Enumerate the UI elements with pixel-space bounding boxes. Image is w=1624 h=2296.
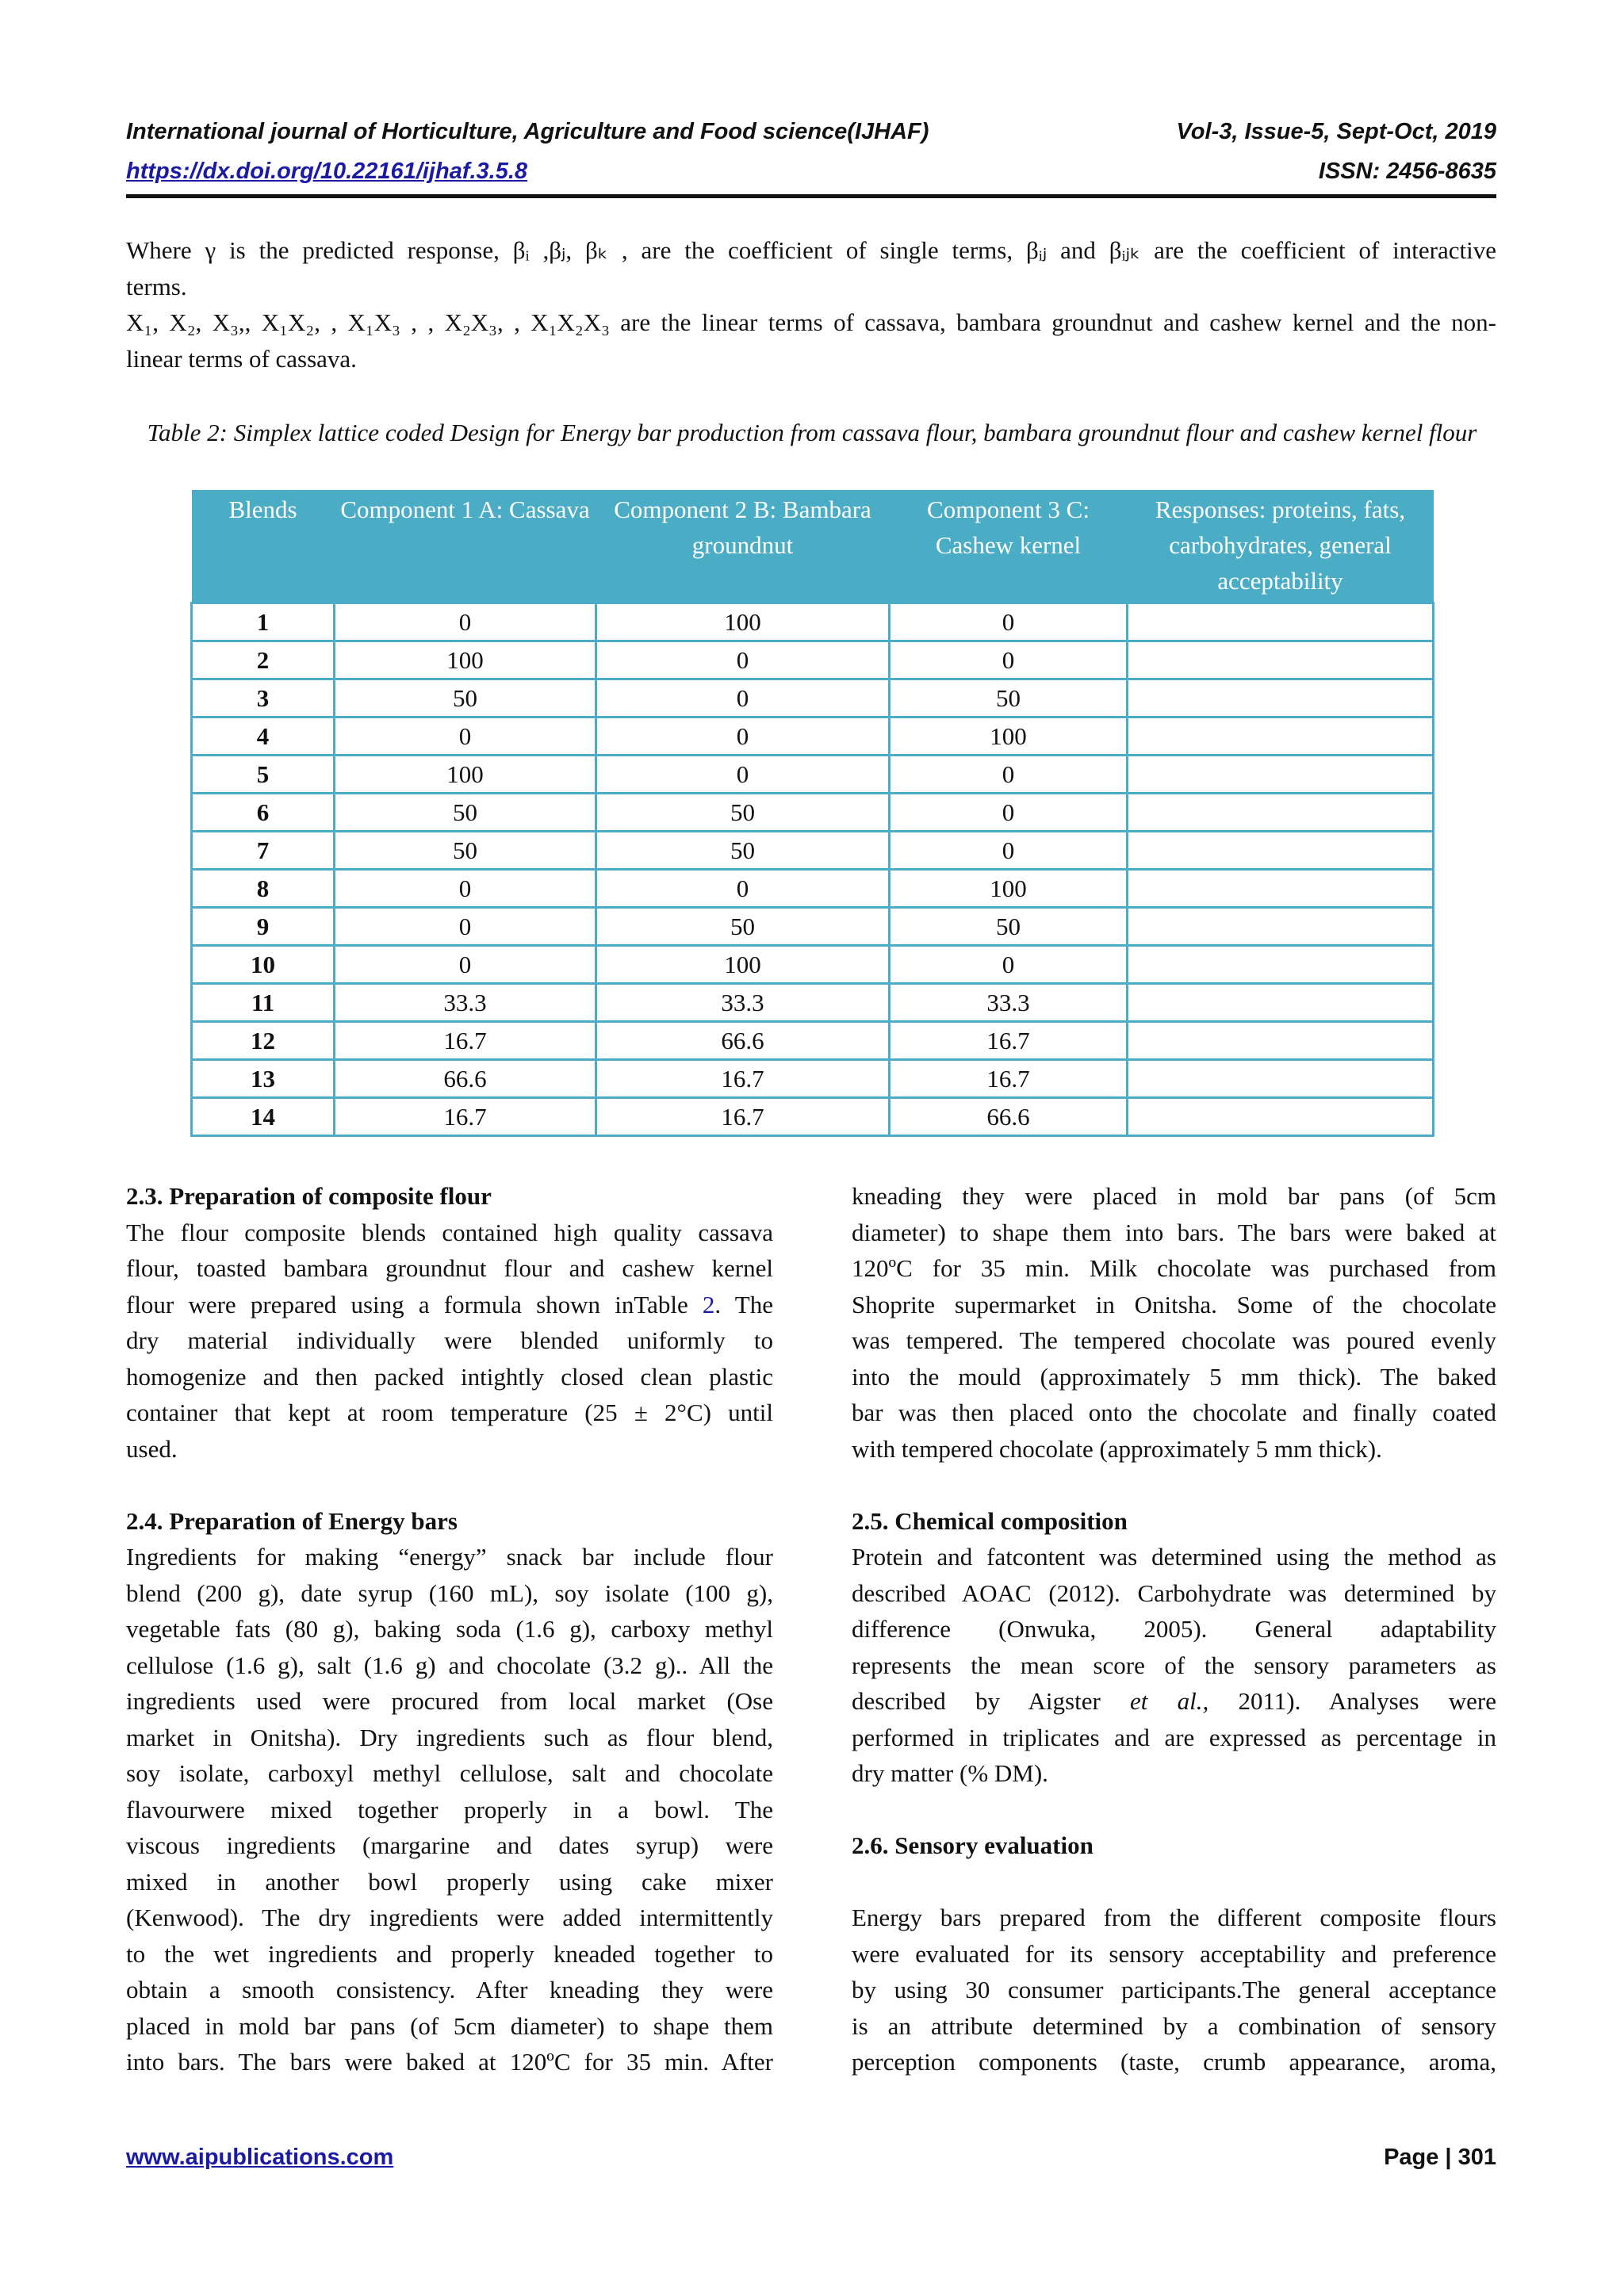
table-cell: 16.7	[335, 1098, 596, 1136]
table-row	[192, 984, 1434, 1022]
blend-number: 7	[192, 832, 335, 870]
text-line: with tempered chocolate (approximately 5 mm thick).	[852, 1434, 1382, 1463]
blend-number: 13	[192, 1060, 335, 1098]
text-line: to the wet ingredients and properly kneaded together to	[126, 1939, 773, 1968]
table-cell: 50	[335, 794, 596, 832]
blend-number: 10	[192, 946, 335, 984]
table-row	[192, 832, 1434, 870]
text-line: vegetable fats (80 g), baking soda (1.6 g), carboxy methyl	[126, 1615, 773, 1643]
table-cell: 33.3	[335, 984, 596, 1022]
text-line: X₁, X₂, X₃,, X₁X₂, , X₁X₃ , , X₂X₃, , X₁X₂X₃ are the linear terms of cassava, bambara groundnut and cashew kernel and the non-	[126, 308, 1496, 336]
text-line	[126, 1287, 773, 1323]
blend-number: 8	[192, 870, 335, 908]
text-line: into bars. The bars were baked at 120ºC for 35 min. After	[126, 2048, 773, 2076]
blend-number: 2	[192, 641, 335, 679]
table-row	[192, 870, 1434, 908]
text-line: flour, toasted bambara groundnut flour and cashew kernel	[126, 1254, 773, 1282]
table-cell: 0	[596, 718, 890, 756]
table-cell: 0	[335, 718, 596, 756]
text-line: dry matter (% DM).	[852, 1759, 1048, 1787]
text-line	[852, 1683, 1496, 1720]
left-column	[126, 1178, 773, 2080]
table-reference-link[interactable]: 2	[702, 1290, 715, 1318]
table-cell	[1128, 946, 1434, 984]
header-divider	[126, 194, 1496, 198]
issn: ISSN: 2456-8635	[1318, 159, 1496, 184]
table-cell: 50	[596, 908, 890, 946]
table-row	[192, 1022, 1434, 1060]
text-line: described AOAC (2012). Carbohydrate was determined by	[852, 1578, 1496, 1607]
paragraph-spacer	[852, 1864, 1496, 1900]
volume-info: Vol-3, Issue-5, Sept-Oct, 2019	[1176, 119, 1496, 144]
table-cell: 0	[335, 870, 596, 908]
table-row	[192, 718, 1434, 756]
paragraph-spacer	[126, 1467, 773, 1503]
table-cell: 0	[890, 603, 1128, 641]
table-cell: 100	[890, 870, 1128, 908]
table-cell: 0	[596, 641, 890, 679]
text-line: kneading they were placed in mold bar pans (of 5cm	[852, 1182, 1496, 1210]
table-cell: 100	[335, 756, 596, 794]
page-footer	[126, 2145, 1496, 2171]
text-line: market in Onitsha). Dry ingredients such as flour blend,	[126, 1723, 773, 1751]
table-cell: 66.6	[596, 1022, 890, 1060]
blend-design-table	[190, 490, 1434, 1137]
table-cell: 33.3	[890, 984, 1128, 1022]
column-header: Responses: proteins, fats, carbohydrates, general acceptability	[1128, 490, 1434, 603]
text-line: Ingredients for making “energy” snack bar include flour	[126, 1543, 773, 1571]
text-segment: . The	[714, 1290, 773, 1318]
table-cell: 0	[890, 641, 1128, 679]
table-cell	[1128, 908, 1434, 946]
text-segment: et al.,	[1130, 1687, 1209, 1715]
table-row	[192, 908, 1434, 946]
table-cell	[1128, 984, 1434, 1022]
text-line: is an attribute determined by a combination of sensory	[852, 2011, 1496, 2040]
text-line: obtain a smooth consistency. After kneading they were	[126, 1976, 773, 2003]
blend-number: 11	[192, 984, 335, 1022]
table-cell: 0	[890, 946, 1128, 984]
table-row	[192, 679, 1434, 718]
table-row	[192, 1098, 1434, 1136]
text-line: was tempered. The tempered chocolate was poured evenly	[852, 1326, 1496, 1354]
table-row	[192, 794, 1434, 832]
text-line: were evaluated for its sensory acceptability and preference	[852, 1939, 1496, 1968]
column-header: Component 3 C: Cashew kernel	[890, 490, 1128, 603]
text-line: into the mould (approximately 5 mm thick). The baked	[852, 1362, 1496, 1391]
text-line: (Kenwood). The dry ingredients were added intermittently	[126, 1904, 773, 1931]
table-cell: 100	[596, 603, 890, 641]
table-cell	[1128, 1098, 1434, 1136]
table-header-row	[192, 490, 1434, 603]
text-line: The flour composite blends contained high quality cassava	[126, 1218, 773, 1246]
table-row	[192, 1060, 1434, 1098]
blend-number: 14	[192, 1098, 335, 1136]
table-cell: 50	[596, 794, 890, 832]
text-line: performed in triplicates and are expressed as percentage in	[852, 1723, 1496, 1751]
table-cell: 33.3	[596, 984, 890, 1022]
table-cell: 100	[596, 946, 890, 984]
table-row	[192, 641, 1434, 679]
website-link[interactable]: www.aipublications.com	[126, 2145, 394, 2170]
table-row	[192, 756, 1434, 794]
text-line: represents the mean score of the sensory parameters as	[852, 1651, 1496, 1679]
table-cell: 50	[335, 679, 596, 718]
blend-number: 6	[192, 794, 335, 832]
text-line: 120ºC for 35 min. Milk chocolate was purchased from	[852, 1254, 1496, 1282]
text-line: dry material individually were blended uniformly to	[126, 1326, 773, 1354]
text-line: terms.	[126, 272, 187, 300]
text-line: perception components (taste, crumb appearance, aroma,	[852, 2048, 1496, 2076]
table-cell: 50	[890, 679, 1128, 718]
table-cell: 0	[596, 870, 890, 908]
table-cell: 50	[335, 832, 596, 870]
table-cell: 0	[890, 756, 1128, 794]
table-cell	[1128, 641, 1434, 679]
table-cell: 100	[335, 641, 596, 679]
table-cell: 0	[596, 679, 890, 718]
table-cell: 0	[596, 756, 890, 794]
paragraph-spacer	[852, 1792, 1496, 1828]
table-cell: 0	[890, 832, 1128, 870]
table-row	[192, 946, 1434, 984]
table-cell: 0	[335, 946, 596, 984]
text-line: homogenize and then packed intightly closed clean plastic	[126, 1362, 773, 1391]
table-cell: 0	[890, 794, 1128, 832]
table-cell	[1128, 794, 1434, 832]
text-line: Protein and fatcontent was determined using the method as	[852, 1543, 1496, 1571]
table-cell: 16.7	[890, 1060, 1128, 1098]
table-cell	[1128, 603, 1434, 641]
table-cell	[1128, 756, 1434, 794]
column-header: Component 1 A: Cassava	[335, 490, 596, 603]
section-heading: 2.3. Preparation of composite flour	[126, 1182, 492, 1210]
right-column	[852, 1178, 1496, 2080]
text-line: ingredients used were procured from local market (Ose	[126, 1687, 773, 1715]
column-header: Component 2 B: Bambara groundnut	[596, 490, 890, 603]
column-header: Blends	[192, 490, 335, 603]
blend-number: 5	[192, 756, 335, 794]
journal-header-line-1	[126, 116, 1496, 147]
blend-number: 4	[192, 718, 335, 756]
doi-link[interactable]: https://dx.doi.org/10.22161/ijhaf.3.5.8	[126, 159, 528, 184]
table-cell: 0	[335, 603, 596, 641]
text-line: soy isolate, carboxyl methyl cellulose, salt and chocolate	[126, 1759, 773, 1787]
table-cell: 50	[596, 832, 890, 870]
text-line: bar was then placed onto the chocolate and finally coated	[852, 1399, 1496, 1426]
table-cell	[1128, 679, 1434, 718]
text-line: cellulose (1.6 g), salt (1.6 g) and chocolate (3.2 g).. All the	[126, 1651, 773, 1679]
text-line: linear terms of cassava.	[126, 344, 357, 373]
text-line: Shoprite supermarket in Onitsha. Some of the chocolate	[852, 1290, 1496, 1318]
text-segment: flour were prepared using a formula shown inTable	[126, 1290, 703, 1318]
text-segment: described by Aigster	[852, 1687, 1131, 1715]
table-caption: Table 2: Simplex lattice coded Design for Energy bar production from cassava flour, bambara groundnut flour and cashew kernel flour	[147, 419, 1477, 446]
intro-text	[126, 232, 1496, 377]
text-line: Where γ is the predicted response, βᵢ ,βⱼ, βₖ , are the coefficient of single terms, βᵢⱼ and βᵢⱼₖ are the coefficient of interactive	[126, 236, 1496, 264]
blend-number: 1	[192, 603, 335, 641]
section-heading: 2.6. Sensory evaluation	[852, 1831, 1094, 1859]
text-line: container that kept at room temperature (25 ± 2°C) until	[126, 1399, 773, 1426]
text-line: difference (Onwuka, 2005). General adaptability	[852, 1615, 1496, 1643]
text-line: flavourwere mixed together properly in a bowl. The	[126, 1795, 773, 1823]
table-cell: 16.7	[890, 1022, 1128, 1060]
text-line: placed in mold bar pans (of 5cm diameter) to shape them	[126, 2011, 773, 2040]
section-heading: 2.4. Preparation of Energy bars	[126, 1506, 458, 1535]
table-cell: 16.7	[596, 1098, 890, 1136]
journal-header-line-2	[126, 155, 1496, 187]
section-heading: 2.5. Chemical composition	[852, 1506, 1128, 1535]
table-row	[192, 603, 1434, 641]
text-line: used.	[126, 1434, 178, 1463]
journal-title: International journal of Horticulture, Agriculture and Food science(IJHAF)	[126, 119, 929, 144]
table-cell: 100	[890, 718, 1128, 756]
text-line: mixed in another bowl properly using cake mixer	[126, 1867, 773, 1896]
table-cell	[1128, 870, 1434, 908]
text-line: by using 30 consumer participants.The general acceptance	[852, 1976, 1496, 2003]
table-cell	[1128, 1022, 1434, 1060]
table-cell: 16.7	[335, 1022, 596, 1060]
text-line: Energy bars prepared from the different composite flours	[852, 1904, 1496, 1931]
page-number: Page | 301	[1384, 2145, 1496, 2170]
table-cell: 50	[890, 908, 1128, 946]
text-segment: 2011). Analyses were	[1208, 1687, 1496, 1715]
table-cell	[1128, 1060, 1434, 1098]
text-line: blend (200 g), date syrup (160 mL), soy isolate (100 g),	[126, 1578, 773, 1607]
blend-number: 9	[192, 908, 335, 946]
table-cell: 0	[335, 908, 596, 946]
table-cell	[1128, 832, 1434, 870]
table-cell: 66.6	[890, 1098, 1128, 1136]
table-cell	[1128, 718, 1434, 756]
blend-number: 3	[192, 679, 335, 718]
text-line: diameter) to shape them into bars. The bars were baked at	[852, 1218, 1496, 1246]
paragraph-spacer	[852, 1467, 1496, 1503]
table-cell: 16.7	[596, 1060, 890, 1098]
table-cell: 66.6	[335, 1060, 596, 1098]
blend-number: 12	[192, 1022, 335, 1060]
text-line: viscous ingredients (margarine and dates syrup) were	[126, 1831, 773, 1859]
